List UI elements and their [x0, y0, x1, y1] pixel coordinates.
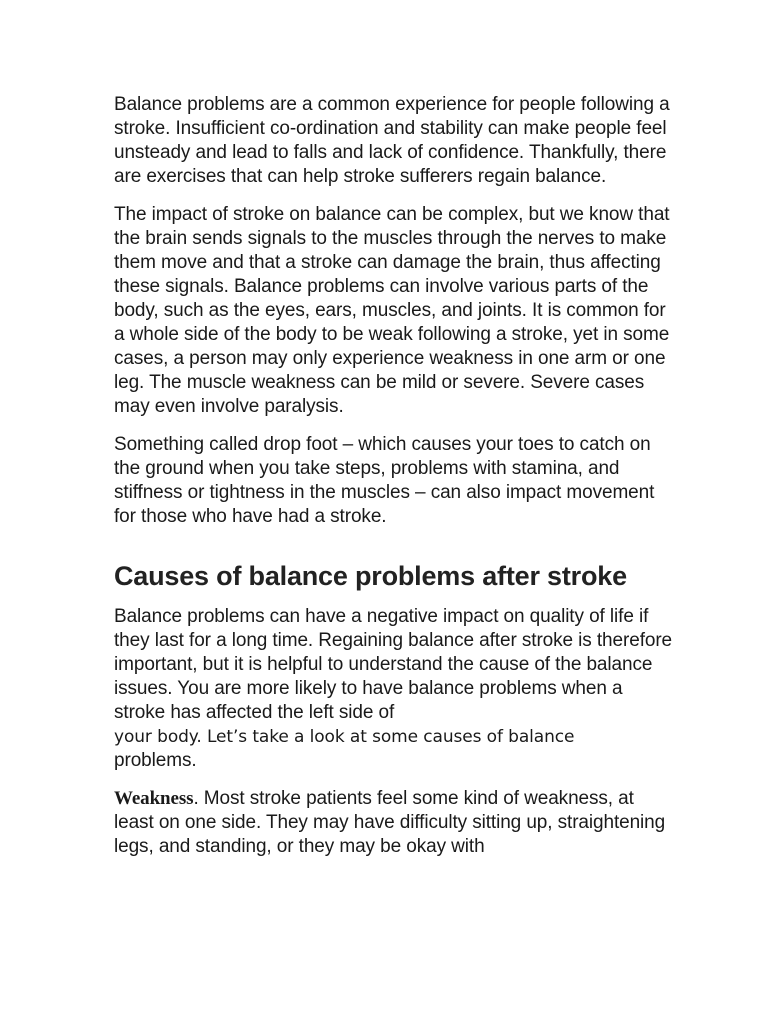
- causes-paragraph-text: Balance problems can have a negative impact on quality of life if they last for a long time. Regaining balance after stroke is therefore important, but it is helpful to understand the cause of the balance issues. You are more likely to have balance problems when a stroke has affected the left side of: [114, 606, 673, 723]
- weakness-term: Weakness: [114, 788, 194, 809]
- weakness-paragraph: [114, 787, 674, 859]
- causes-paragraph-tail: problems.: [114, 750, 197, 771]
- intro-paragraph: Balance problems are a common experience for people following a stroke. Insufficient co-ordination and stability can make people feel unsteady and lead to falls and lack of confidence. Thankfully, there are exercises that can help stroke sufferers regain balance.: [114, 94, 670, 187]
- impact-paragraph: The impact of stroke on balance can be complex, but we know that the brain sends signals to the muscles through the nerves to make them move and that a stroke can damage the brain, thus affecting these signals. Balance problems can involve various parts of the body, such as the eyes, ears, muscles, and joints. It is common for a whole side of the body to be weak following a stroke, yet in some cases, a person may only experience weakness in one arm or one leg. The muscle weakness can be mild or severe. Severe cases may even involve paralysis.: [114, 204, 670, 417]
- causes-paragraph-alt-run: your body. Let’s take a look at some causes of balance: [114, 727, 575, 747]
- drop-foot-paragraph: Something called drop foot – which causes your toes to catch on the ground when you take steps, problems with stamina, and stiffness or tightness in the muscles – can also impact movement for those who have had a stroke.: [114, 434, 655, 527]
- document-body: [114, 93, 674, 873]
- causes-heading: Causes of balance problems after stroke: [114, 561, 627, 591]
- weakness-text: . Most stroke patients feel some kind of weakness, at least on one side. They may have difficulty sitting up, straightening legs, and standing, or they may be okay with: [114, 788, 666, 857]
- causes-paragraph: [114, 605, 674, 773]
